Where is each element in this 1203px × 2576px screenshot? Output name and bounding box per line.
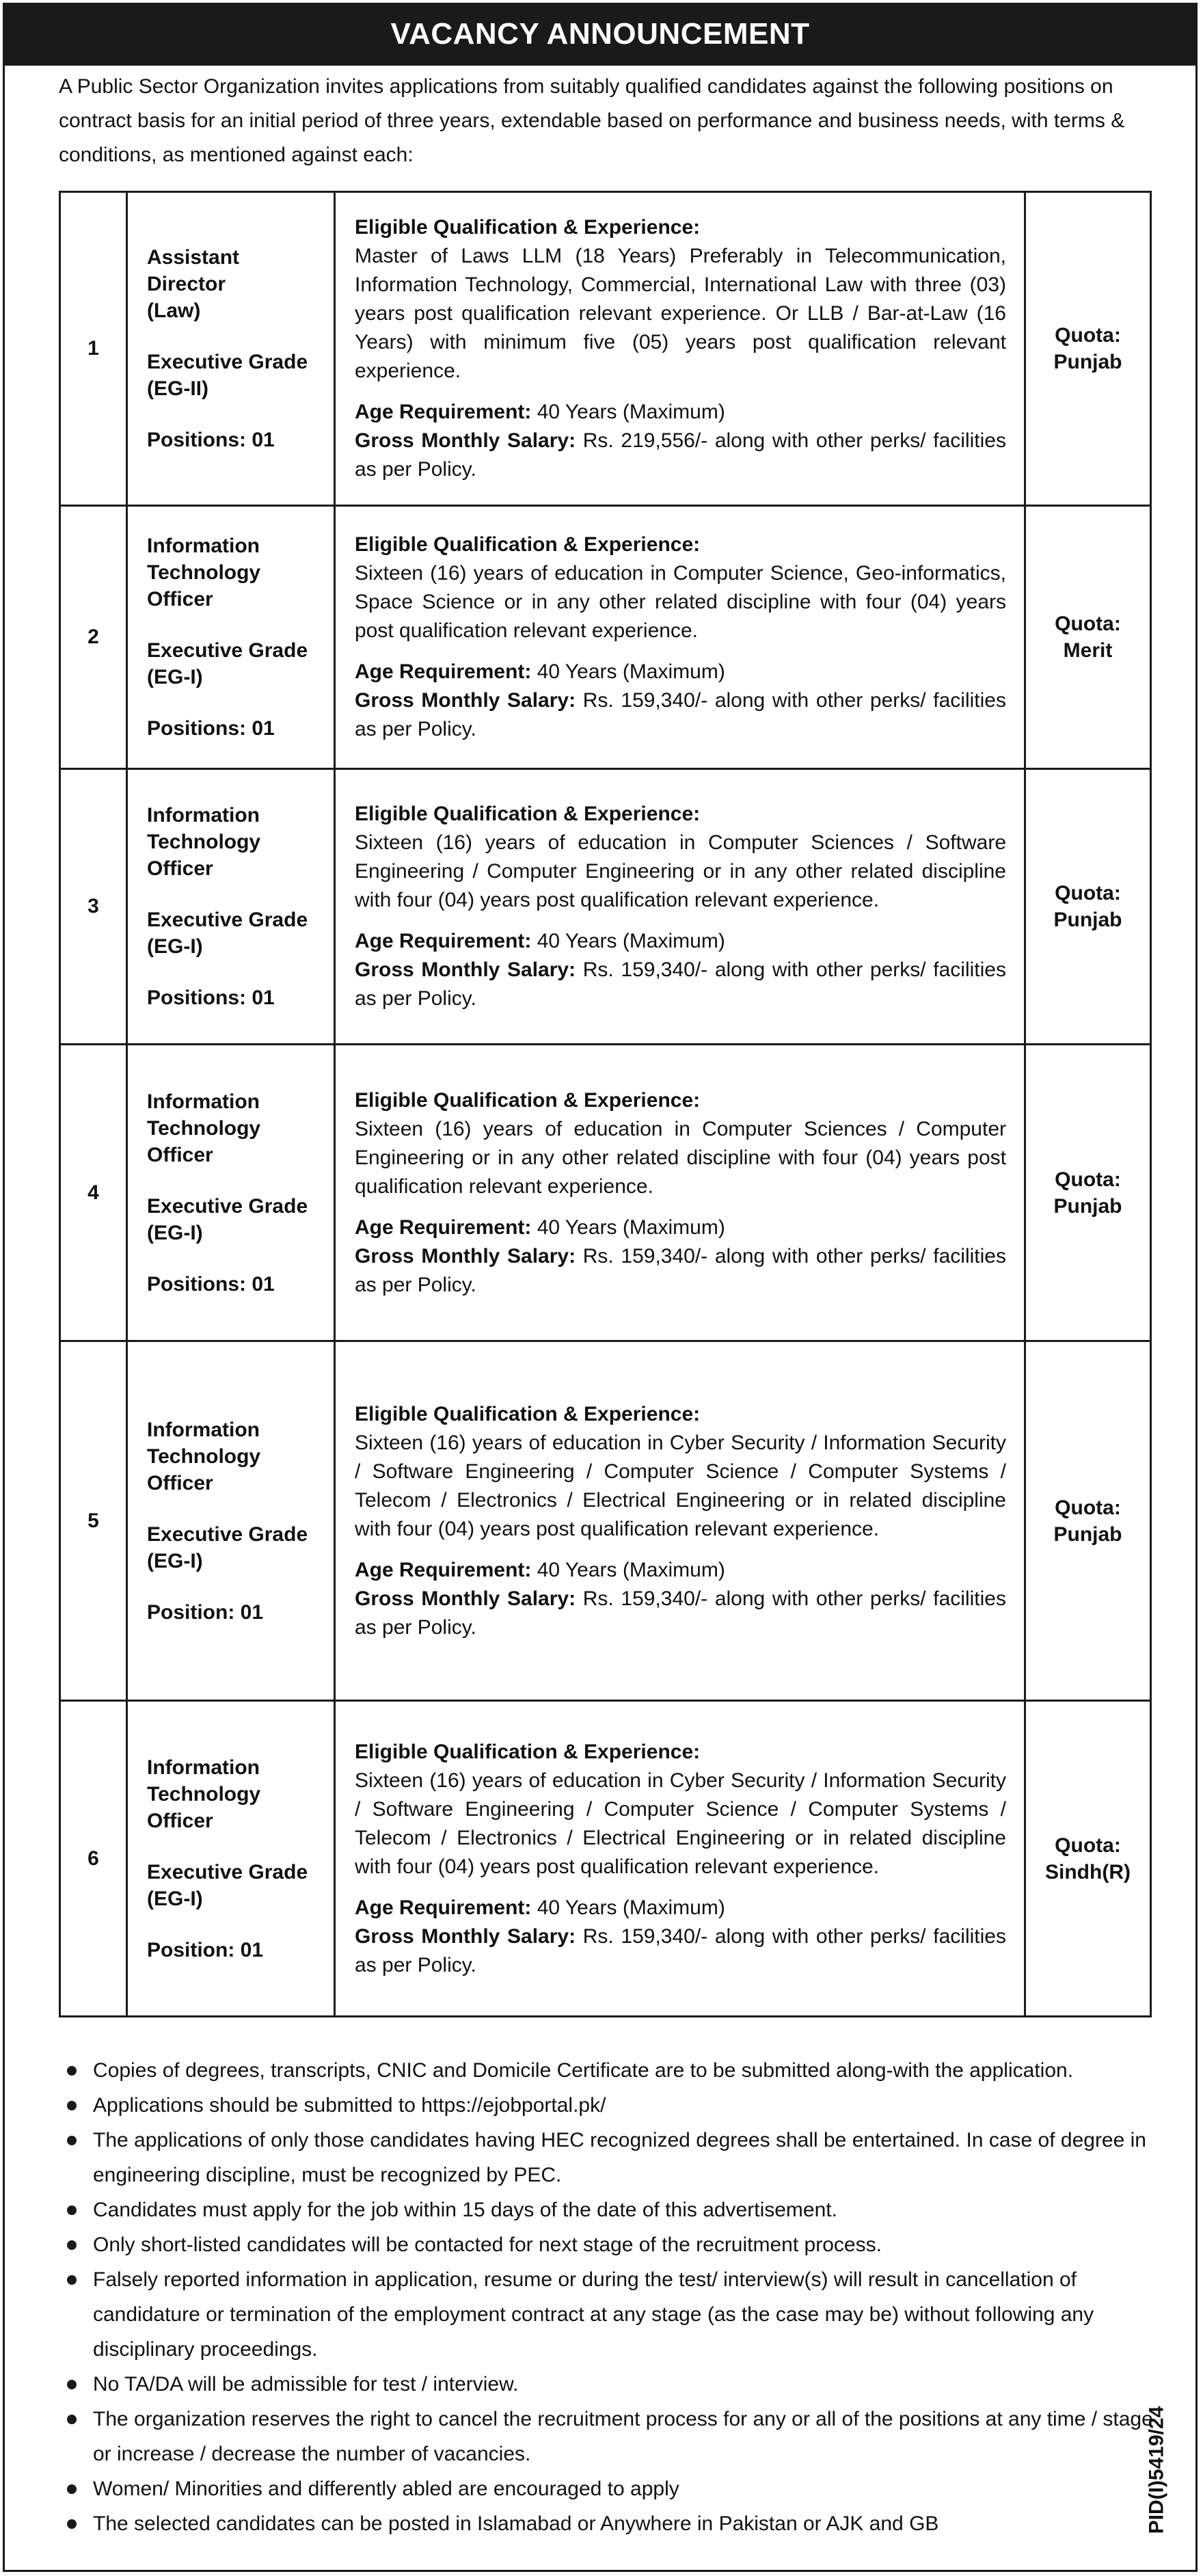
age-label: Age Requirement: [355, 1558, 532, 1581]
bullet-icon [67, 2484, 77, 2494]
quota-cell [1025, 769, 1151, 1045]
note-text: The selected candidates can be posted in Islamabad or Anywhere in Pakistan or AJK and GB [93, 2512, 939, 2535]
post-count: Positions: 01 [147, 1272, 275, 1296]
detail-cell [335, 1701, 1025, 2017]
intro-paragraph: A Public Sector Organization invites applications from suitably qualified candidates against the following positions on contract basis for an initial period of three years, extendable based on performance and business needs, with terms & conditions, as mentioned against each: [59, 75, 1125, 166]
post-grade-line: (EG-I) [147, 1549, 203, 1572]
post-grade-line: (EG-I) [147, 1221, 203, 1244]
detail-cell [335, 506, 1025, 769]
post-title-line: (Law) [147, 299, 201, 322]
post-grade [147, 1859, 334, 1912]
post-grade [147, 1193, 334, 1246]
age-value: 40 Years (Maximum) [537, 1558, 725, 1581]
qualification-label: Eligible Qualification & Experience: [355, 1088, 701, 1112]
quota-value: Sindh(R) [1045, 1860, 1131, 1883]
detail-cell [335, 1341, 1025, 1701]
note-text: Candidates must apply for the job within 15 days of the date of this advertisement. [93, 2199, 837, 2221]
salary-value: Rs. 159,340/- along with other perks/ facilities as per Policy. [355, 1244, 1006, 1296]
note-text: Falsely reported information in application, resume or during the test/ interview(s) will result in cancellation of candidature or termination of the employment contract at any stage (as the case may be) without following any disciplinary proceedings. [93, 2268, 1094, 2361]
post-grade [147, 1521, 334, 1574]
post-grade-line: Executive Grade [147, 1194, 308, 1218]
salary-label: Gross Monthly Salary: [355, 429, 576, 452]
salary-line [355, 427, 1006, 484]
vacancy-table [59, 191, 1152, 2017]
post-title-line: Technology [147, 831, 261, 853]
salary-label: Gross Monthly Salary: [355, 1244, 576, 1267]
salary-value: Rs. 219,556/- along with other perks/ facilities as per Policy. [355, 429, 1006, 481]
bullet-icon [67, 2275, 77, 2285]
page-title: VACANCY ANNOUNCEMENT [390, 17, 810, 51]
quota-value: Punjab [1053, 1522, 1122, 1546]
quota-value: Merit [1063, 639, 1113, 662]
quota-value: Punjab [1053, 909, 1122, 931]
age-value: 40 Years (Maximum) [537, 1216, 725, 1239]
post-cell [127, 1045, 335, 1341]
post-title-line: Assistant [147, 246, 240, 269]
post-title-line: Officer [147, 1809, 213, 1832]
age-line [355, 1556, 1006, 1585]
row-number: 1 [60, 192, 127, 506]
post-title-line: Officer [147, 588, 213, 611]
post-title [147, 1754, 334, 1834]
quota-label: Quota: [1055, 882, 1121, 904]
post-cell [127, 1341, 335, 1701]
bullet-icon [67, 2205, 77, 2215]
post-title [147, 244, 334, 324]
post-title [147, 1088, 334, 1168]
age-label: Age Requirement: [355, 1896, 532, 1919]
note-item [62, 2262, 1155, 2367]
post-grade [147, 349, 334, 402]
note-text: Applications should be submitted to https://ejobportal.pk/ [93, 2094, 606, 2117]
post-title-line: Director [147, 273, 226, 295]
post-grade-line: Executive Grade [147, 909, 308, 931]
qualification-text: Master of Laws LLM (18 Years) Preferably in Telecommunication, Information Technology, Commercial, International Law with three (03) years post qualification relevant experience. Or LLB / Bar-at-Law (16 Years) with minimum five (05) years post qualification relevant experience. [355, 245, 1006, 382]
post-cell [127, 506, 335, 769]
age-label: Age Requirement: [355, 660, 532, 683]
vacancy-row [60, 506, 1151, 769]
vacancy-row [60, 1045, 1151, 1341]
detail-cell [335, 192, 1025, 506]
post-cell [127, 192, 335, 506]
post-title [147, 533, 334, 613]
post-count: Positions: 01 [147, 429, 275, 451]
note-text: Copies of degrees, transcripts, CNIC and Domicile Certificate are to be submitted along-with the application. [93, 2059, 1074, 2082]
post-grade-line: (EG-I) [147, 666, 203, 688]
note-text: Only short-listed candidates will be contacted for next stage of the recruitment process. [93, 2233, 882, 2256]
quota-value: Punjab [1053, 1194, 1122, 1218]
note-text: Women/ Minorities and differently abled are encouraged to apply [93, 2478, 679, 2500]
age-label: Age Requirement: [355, 930, 532, 952]
post-grade-line: (EG-I) [147, 935, 203, 958]
age-value: 40 Years (Maximum) [537, 660, 725, 683]
post-title-line: Officer [147, 1471, 213, 1494]
salary-value: Rs. 159,340/- along with other perks/ facilities as per Policy. [355, 689, 1006, 740]
qualification-text: Sixteen (16) years of education in Cyber Security / Information Security / Software Engineering / Computer Science / Computer Systems / Telecom / Electronics / Electrical Engineering or in related discipline with four (04) years post qualification relevant experience. [355, 1769, 1006, 1878]
bullet-icon [67, 2519, 77, 2529]
post-title-line: Technology [147, 1116, 261, 1140]
note-item [62, 2506, 1155, 2541]
quota-label: Quota: [1055, 613, 1121, 635]
note-text: The applications of only those candidates having HEC recognized degrees shall be entertained. In case of degree in engineering discipline, must be recognized by PEC. [93, 2129, 1146, 2186]
post-count: Position: 01 [147, 1600, 264, 1624]
qualification-label: Eligible Qualification & Experience: [355, 533, 701, 556]
post-grade-line: Executive Grade [147, 1522, 308, 1546]
post-title-line: Officer [147, 1143, 213, 1166]
qualification-text: Sixteen (16) years of education in Computer Sciences / Software Engineering / Computer Engineering or in any other related discipline with four (04) years post qualification relevant experience. [355, 831, 1006, 911]
age-label: Age Requirement: [355, 401, 532, 423]
salary-line [355, 686, 1006, 744]
bullet-icon [67, 2380, 77, 2389]
pid-text: PID(I)5419/24 [1145, 2406, 1167, 2534]
notes-list [62, 2053, 1155, 2541]
age-value: 40 Years (Maximum) [537, 930, 725, 952]
post-title-line: Information [147, 804, 260, 827]
post-grade-line: Executive Grade [147, 1860, 308, 1883]
post-grade-line: (EG-II) [147, 377, 208, 400]
qualification-text: Sixteen (16) years of education in Computer Sciences / Computer Engineering or in any other related discipline with four (04) years post qualification relevant experience. [355, 1117, 1006, 1198]
qualification-label: Eligible Qualification & Experience: [355, 1402, 701, 1425]
row-number: 4 [60, 1045, 127, 1341]
post-count: Positions: 01 [147, 717, 275, 740]
quota-cell [1025, 192, 1151, 506]
post-count: Positions: 01 [147, 987, 275, 1009]
bullet-icon [67, 2240, 77, 2250]
post-grade-line: (EG-I) [147, 1887, 203, 1910]
age-value: 40 Years (Maximum) [537, 401, 725, 423]
qualification-text: Sixteen (16) years of education in Cyber Security / Information Security / Software Engineering / Computer Science / Computer Systems / Telecom / Electronics / Electrical Engineering or in related discipline with four (04) years post qualification relevant experience. [355, 1431, 1006, 1540]
quota-label: Quota: [1055, 1834, 1121, 1857]
salary-line [355, 1585, 1006, 1642]
salary-line [355, 956, 1006, 1013]
row-number: 6 [60, 1701, 127, 2017]
salary-value: Rs. 159,340/- along with other perks/ facilities as per Policy. [355, 1587, 1006, 1639]
age-label: Age Requirement: [355, 1216, 532, 1239]
post-title-line: Information [147, 1090, 260, 1113]
quota-label: Quota: [1055, 1496, 1121, 1519]
post-grade [147, 637, 334, 690]
post-title-line: Officer [147, 857, 213, 880]
qualification-label: Eligible Qualification & Experience: [355, 1740, 701, 1763]
note-item [62, 2123, 1155, 2192]
quota-label: Quota: [1055, 324, 1121, 347]
quota-cell [1025, 1701, 1151, 2017]
row-number: 3 [60, 769, 127, 1045]
note-item [62, 2471, 1155, 2506]
bullet-icon [67, 2136, 77, 2145]
salary-line [355, 1922, 1006, 1980]
salary-label: Gross Monthly Salary: [355, 1587, 576, 1610]
row-number: 5 [60, 1341, 127, 1701]
bullet-icon [67, 2415, 77, 2424]
post-title [147, 1417, 334, 1497]
detail-cell [335, 769, 1025, 1045]
vacancy-row [60, 1341, 1151, 1701]
age-line [355, 927, 1006, 956]
post-title-line: Information [147, 1756, 260, 1779]
header-bar [3, 3, 1198, 66]
quota-label: Quota: [1055, 1168, 1121, 1191]
post-title-line: Technology [147, 1445, 261, 1468]
pid-code [1140, 2371, 1173, 2569]
post-title [147, 802, 334, 882]
note-text: No TA/DA will be admissible for test / interview. [93, 2373, 519, 2396]
salary-value: Rs. 159,340/- along with other perks/ facilities as per Policy. [355, 958, 1006, 1010]
note-item [62, 2227, 1155, 2262]
note-item [62, 2088, 1155, 2123]
salary-label: Gross Monthly Salary: [355, 689, 576, 712]
age-line [355, 658, 1006, 686]
salary-label: Gross Monthly Salary: [355, 958, 576, 981]
salary-value: Rs. 159,340/- along with other perks/ facilities as per Policy. [355, 1924, 1006, 1976]
qualification-label: Eligible Qualification & Experience: [355, 803, 701, 825]
post-grade-line: Executive Grade [147, 351, 308, 373]
salary-label: Gross Monthly Salary: [355, 1924, 576, 1948]
vacancy-row [60, 192, 1151, 506]
detail-cell [335, 1045, 1025, 1341]
qualification-label: Eligible Qualification & Experience: [355, 216, 701, 239]
salary-line [355, 1242, 1006, 1300]
bullet-icon [67, 2066, 77, 2076]
qualification-text: Sixteen (16) years of education in Computer Science, Geo-informatics, Space Science or in any other related discipline with four (04) years post qualification relevant experience. [355, 562, 1006, 642]
post-grade [147, 907, 334, 960]
post-cell [127, 1701, 335, 2017]
age-line [355, 1213, 1006, 1242]
note-item [62, 2402, 1155, 2471]
post-title-line: Information [147, 535, 260, 557]
vacancy-row [60, 1701, 1151, 2017]
age-line [355, 398, 1006, 427]
post-cell [127, 769, 335, 1045]
post-title-line: Technology [147, 1782, 261, 1806]
quota-cell [1025, 506, 1151, 769]
quota-value: Punjab [1053, 351, 1122, 373]
note-item [62, 2053, 1155, 2088]
vacancy-row [60, 769, 1151, 1045]
quota-cell [1025, 1045, 1151, 1341]
note-text: The organization reserves the right to cancel the recruitment process for any or all of the positions at any time / stage or increase / decrease the number of vacancies. [93, 2408, 1153, 2465]
post-grade-line: Executive Grade [147, 639, 308, 662]
row-number: 2 [60, 506, 127, 769]
post-title-line: Information [147, 1418, 260, 1441]
age-line [355, 1894, 1006, 1922]
note-item [62, 2367, 1155, 2402]
bullet-icon [67, 2101, 77, 2110]
quota-cell [1025, 1341, 1151, 1701]
age-value: 40 Years (Maximum) [537, 1896, 725, 1919]
post-title-line: Technology [147, 561, 261, 584]
post-count: Position: 01 [147, 1938, 264, 1961]
note-item [62, 2192, 1155, 2227]
